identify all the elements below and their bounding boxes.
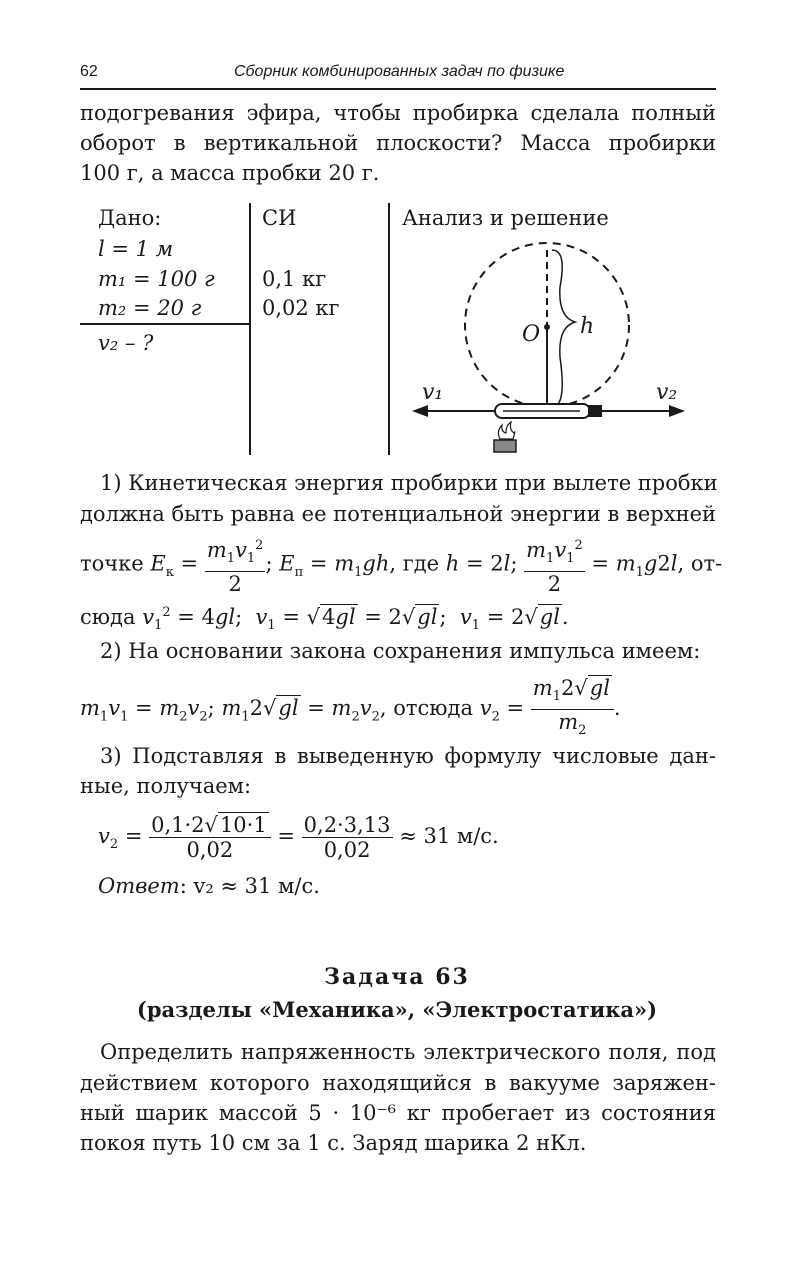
answer-label: Ответ [98,874,180,898]
problem-63-line-4: покоя путь 10 см за 1 с. Заряд шарика 2 нКл. [80,1131,587,1155]
energy-formula-line: точке $E_к$ = $\frac{m_1v_1^2}{2}$ ; $E_п = m_1gh$, где h = 2l; $\frac{m_1v_1^2}{2}$ = $m_1g2l$, от- [80,534,722,601]
height-brace [552,250,575,407]
numeric-result: ≈ 31 м/с. [399,824,499,848]
numeric-fraction-2: $\frac{0,2\cdot 3,13}{0,02}$ [303,813,391,862]
flame [498,422,514,439]
burner [494,440,516,452]
given-row-m2: m₂ = 20 г [98,296,202,320]
momentum-formula-line: $m_1v_1 = m_2v_2$; $m_12√gl = m_2v_2$, отсюда $v_2$ = $\frac{m_12√gl}{m_2}$ . [80,676,621,745]
intro-line-3: 100 г, а масса пробки 20 г. [80,161,380,185]
page-number: 62 [80,63,98,80]
si-row-m1: 0,1 кг [262,267,327,291]
kinetic-fraction: $\frac{m_1v_1^2}{2}$ [205,534,266,596]
center-point [544,324,550,330]
given-row-m1: m₁ = 100 г [98,267,215,291]
label-center: O [522,322,541,347]
problem-63-title: Задача 63 [324,964,470,990]
label-height: h [580,314,595,339]
problem-63-subtitle: (разделы «Механика», «Электростатика») [136,997,658,1022]
step1-line-2: должна быть равна ее потенциальной энергии в верхней [80,502,716,526]
table-divider-1 [249,203,251,455]
running-header: Сборник комбинированных задач по физике [234,63,565,80]
problem-63-line-3: ный шарик массой 5 · 10⁻⁶ кг пробегает из состояния [80,1101,716,1125]
given-underline [80,323,251,325]
table-divider-2 [388,203,390,455]
word-otsyuda: сюда [80,605,136,629]
header-rule [80,88,716,90]
velocity-formula-line: сюда $v_1^2 = 4gl$; $v_1 = √4gl = 2√gl$; $v_1 = 2√gl$. [80,605,569,634]
word-ot: от- [690,551,723,576]
loop-diagram [400,235,700,460]
v2-fraction: $\frac{m_12√gl}{m_2}$ [531,676,614,743]
given-find: v₂ – ? [98,331,154,355]
problem-63-line-1: Определить напряженность электрического поля, под [100,1040,716,1064]
step1-line-1: 1) Кинетическая энергия пробирки при вылете пробки [100,471,718,495]
given-row-l: l = 1 м [98,237,174,261]
answer-value: : v₂ ≈ 31 м/с. [179,874,320,898]
cork [588,405,602,417]
label-v1: v₁ [422,380,444,405]
label-v2: v₂ [656,380,678,405]
step3-line-2: ные, получаем: [80,774,252,798]
word-otsyuda-2: отсюда [393,696,473,721]
word-tochke: точке [80,551,144,576]
energy-equality-fraction: $\frac{m_1v_1^2}{2}$ [524,534,585,596]
step2-line: 2) На основании закона сохранения импульса имеем: [100,639,701,663]
problem-63-line-2: действием которого находящийся в вакууме заряжен- [80,1071,716,1095]
given-heading: Дано: [98,206,162,230]
answer-line [98,871,320,901]
si-row-m2: 0,02 кг [262,296,340,320]
intro-line-1: подогревания эфира, чтобы пробирка сделала полный [80,101,716,125]
si-heading: СИ [262,206,297,230]
numeric-formula-line: $v_2$ = $\frac{0,1\cdot 2√10\cdot 1}{0,02}$ = $\frac{0,2\cdot 3,13}{0,02}$ ≈ 31 м/с. [98,813,499,862]
intro-line-2: оборот в вертикальной плоскости? Масса пробирки [80,131,716,155]
step3-line-1: 3) Подставляя в выведенную формулу числовые дан- [100,744,716,768]
word-gde: где [402,551,440,576]
numeric-fraction-1: $\frac{0,1\cdot 2√10\cdot 1}{0,02}$ [149,813,271,862]
analysis-heading: Анализ и решение [402,206,609,230]
